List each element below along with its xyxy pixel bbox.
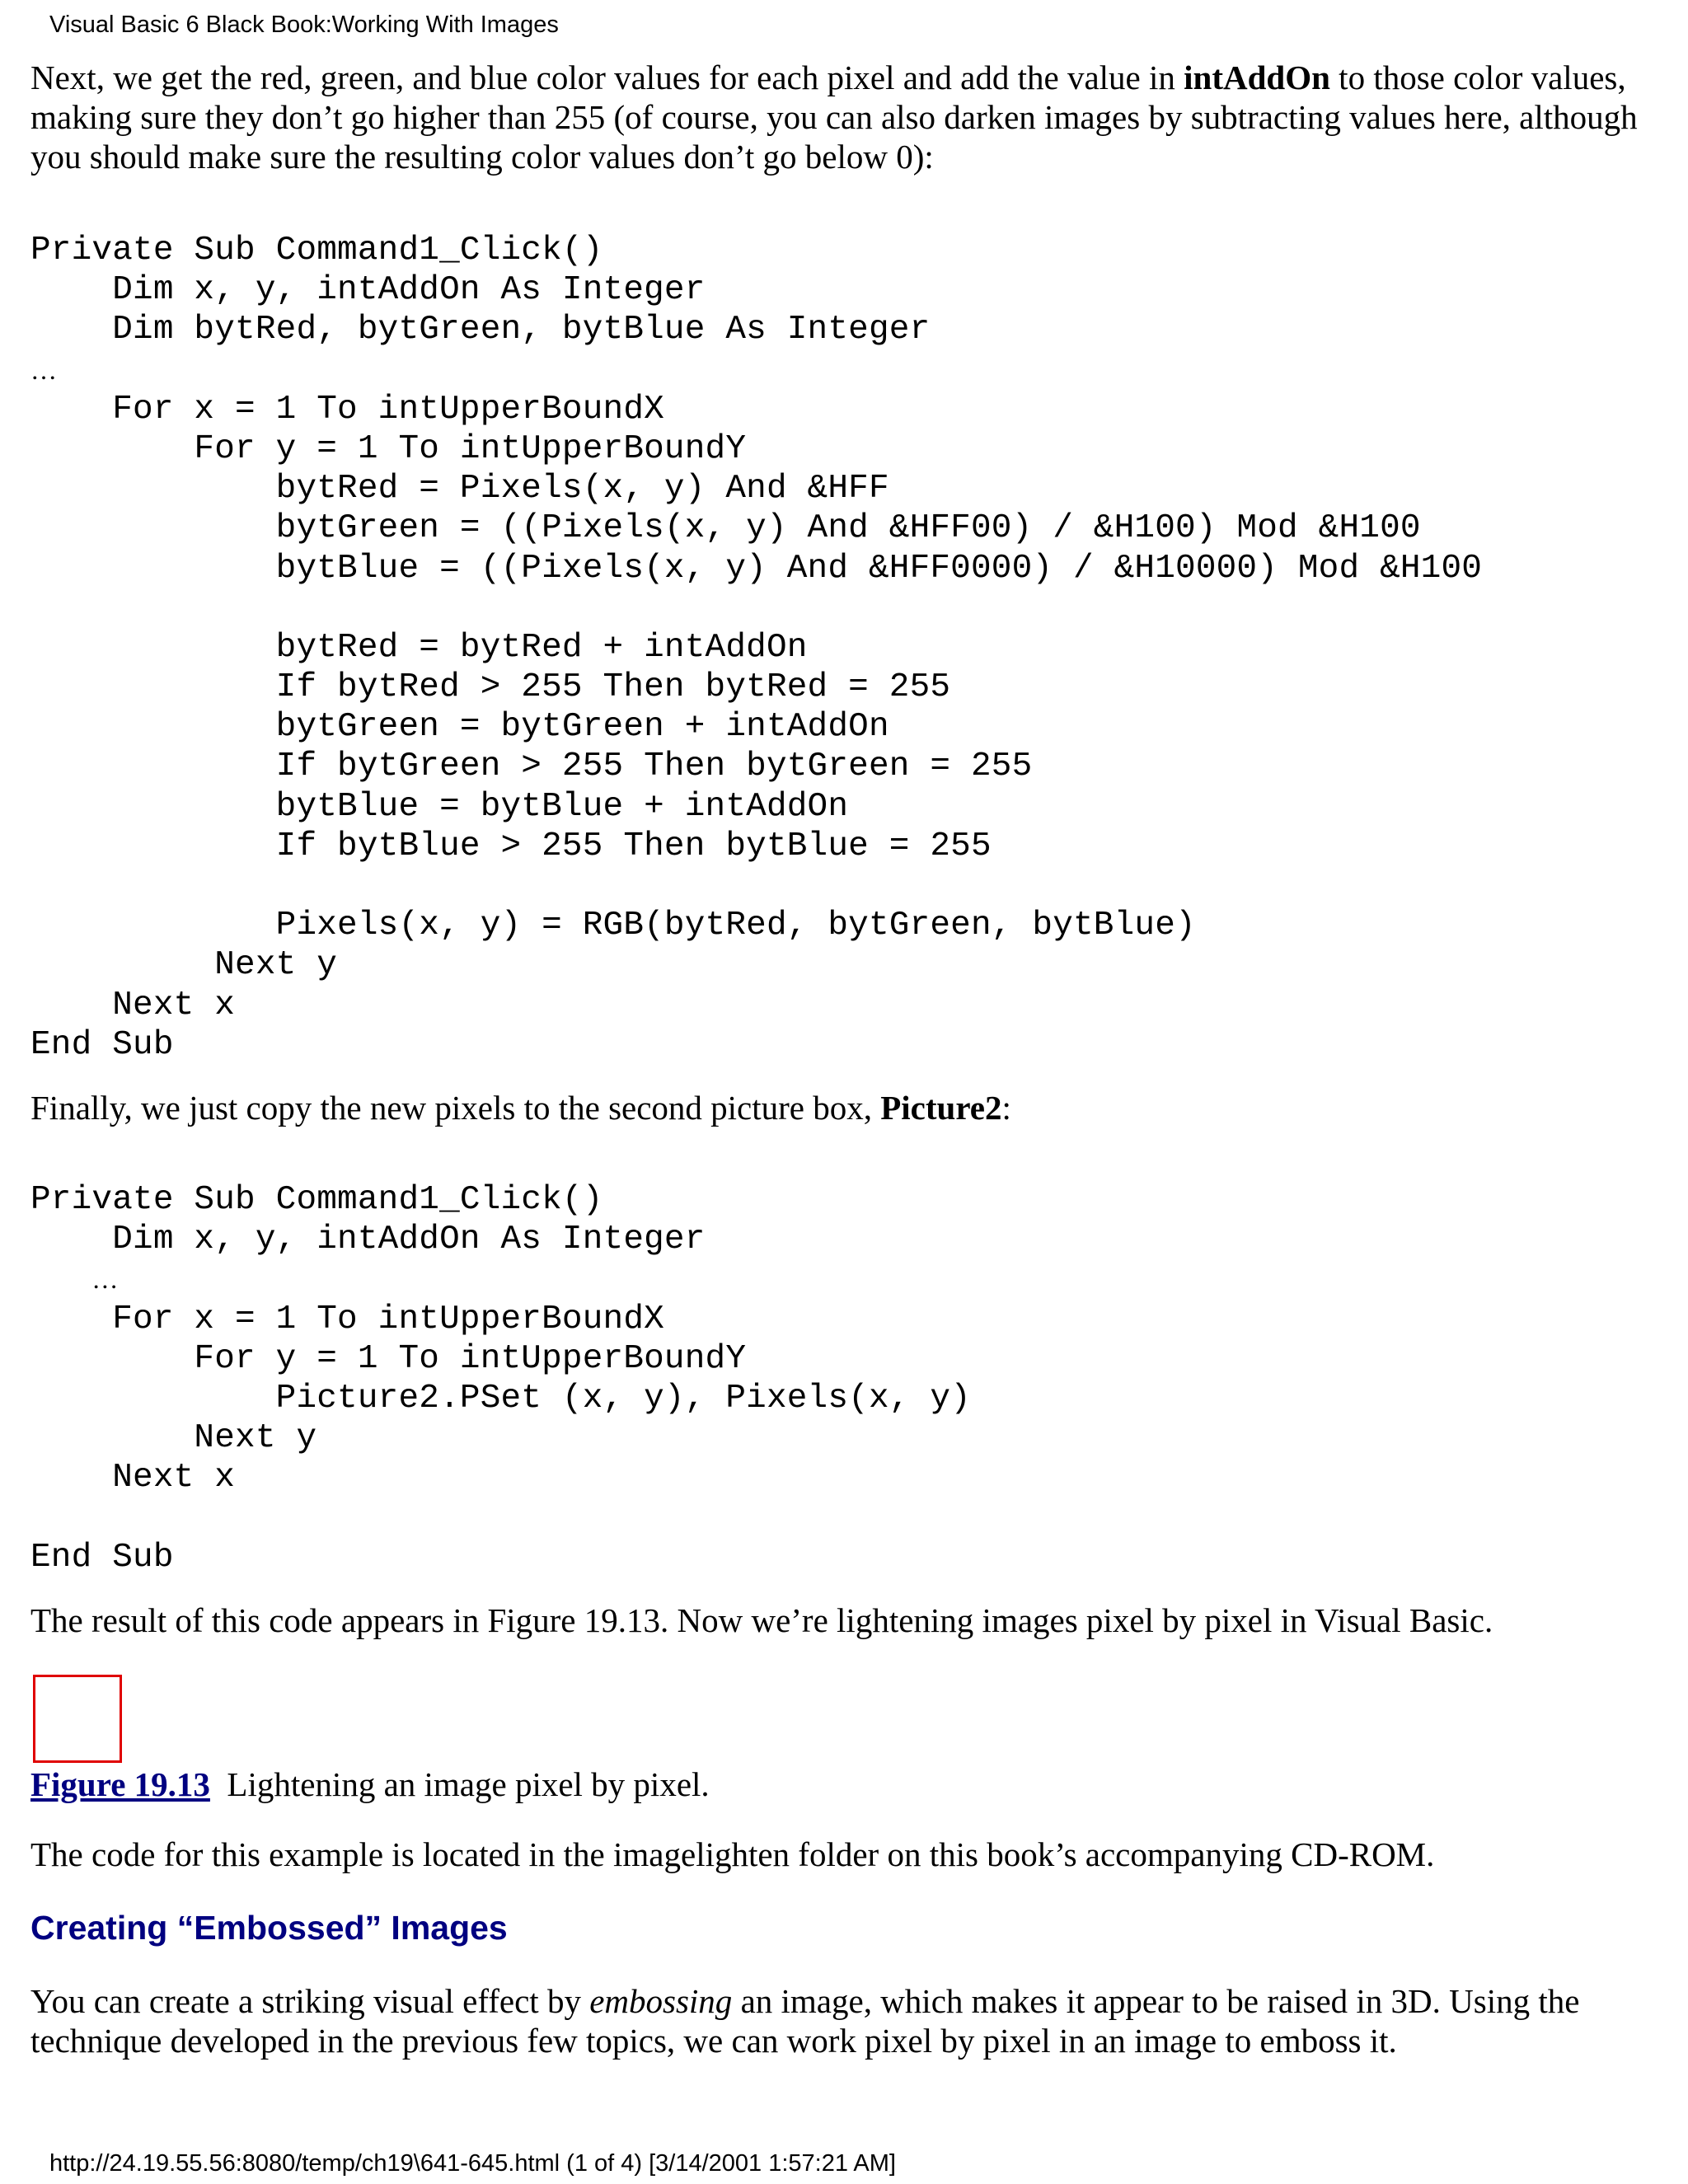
emboss-text-end: an image, which makes it appear to be raised in 3D. Using the technique developed in the previous few topics, we can work pixel by pixel in an image to emboss it. — [30, 1982, 1580, 2060]
page-header: Visual Basic 6 Black Book:Working With Images — [49, 12, 559, 38]
cdrom-paragraph: The code for this example is located in the imagelighten folder on this book’s accompanying CD-ROM. — [30, 1835, 1435, 1873]
finally-text-start: Finally, we just copy the new pixels to the second picture box, — [30, 1089, 881, 1127]
figure-caption-text: Lightening an image pixel by pixel. — [209, 1765, 710, 1803]
code-line: bytRed = Pixels(x, y) And &HFF — [30, 470, 889, 509]
emboss-italic-term: embossing — [589, 1982, 733, 2020]
code-line: End Sub — [30, 1538, 174, 1577]
section-heading: Creating “Embossed” Images — [30, 1909, 508, 1947]
code-line: For x = 1 To intUpperBoundX — [30, 1300, 664, 1338]
intro-text-end: to those color values, making sure they don’t go higher than 255 (of course, you can also darken images by subtracting values here, although you should make sure the resulting color values don’t go below 0): — [30, 59, 1638, 176]
code-line: Dim x, y, intAddOn As Integer — [30, 271, 706, 310]
code-line: bytGreen = ((Pixels(x, y) And &HFF00) / &H100) Mod &H100 — [30, 509, 1421, 548]
code-line: If bytGreen > 255 Then bytGreen = 255 — [30, 748, 1033, 786]
code-line: bytBlue = bytBlue + intAddOn — [30, 787, 849, 826]
code-line: Next y — [30, 946, 338, 985]
code-line: bytRed = bytRed + intAddOn — [30, 628, 808, 667]
result-paragraph: The result of this code appears in Figure 19.13. Now we’re lightening images pixel by pixel in Visual Basic. — [30, 1601, 1493, 1639]
code-line: Next x — [30, 1459, 236, 1497]
code-line: Picture2.PSet (x, y), Pixels(x, y) — [30, 1379, 971, 1418]
finally-bold-term: Picture2 — [880, 1089, 1002, 1127]
intro-paragraph — [30, 58, 1671, 176]
code-line: Private Sub Command1_Click() — [30, 232, 603, 269]
code-line: bytBlue = ((Pixels(x, y) And &HFF0000) / &H10000) Mod &H100 — [30, 549, 1483, 588]
intro-text-start: Next, we get the red, green, and blue color values for each pixel and add the value in — [30, 59, 1184, 96]
code-line: Private Sub Command1_Click() — [30, 1181, 603, 1219]
code-line: … — [91, 1264, 119, 1295]
page-footer: http://24.19.55.56:8080/temp/ch19\641-645.html (1 of 4) [3/14/2001 1:57:21 AM] — [49, 2150, 896, 2177]
finally-paragraph — [30, 1088, 1671, 1127]
code-line — [30, 866, 1482, 906]
code-line: bytGreen = bytGreen + intAddOn — [30, 708, 889, 747]
figure-link[interactable]: Figure 19.13 — [30, 1765, 210, 1803]
code-line: Dim x, y, intAddOn As Integer — [30, 1221, 706, 1259]
emboss-paragraph — [30, 1981, 1671, 2060]
code-block-1 — [30, 231, 1482, 1065]
code-line — [30, 1498, 971, 1538]
code-line: For x = 1 To intUpperBoundX — [30, 390, 664, 429]
figure-caption — [30, 1765, 1671, 1804]
emboss-text-start: You can create a striking visual effect by — [30, 1982, 590, 2020]
code-line: For y = 1 To intUpperBoundY — [30, 429, 747, 468]
code-line: Next y — [30, 1419, 317, 1458]
code-line: Next x — [30, 986, 236, 1024]
code-line: End Sub — [30, 1025, 174, 1064]
figure-image-placeholder — [33, 1675, 122, 1763]
code-line: Dim bytRed, bytGreen, bytBlue As Integer — [30, 311, 931, 349]
finally-text-end: : — [1001, 1089, 1011, 1127]
intro-bold-term: intAddOn — [1184, 59, 1330, 96]
code-line: If bytRed > 255 Then bytRed = 255 — [30, 668, 951, 707]
code-line: … — [30, 354, 58, 385]
code-line: If bytBlue > 255 Then bytBlue = 255 — [30, 827, 992, 865]
code-line — [30, 588, 1482, 628]
code-line: For y = 1 To intUpperBoundY — [30, 1339, 747, 1378]
code-block-2 — [30, 1180, 971, 1577]
code-line: Pixels(x, y) = RGB(bytRed, bytGreen, bytBlue) — [30, 907, 1196, 945]
